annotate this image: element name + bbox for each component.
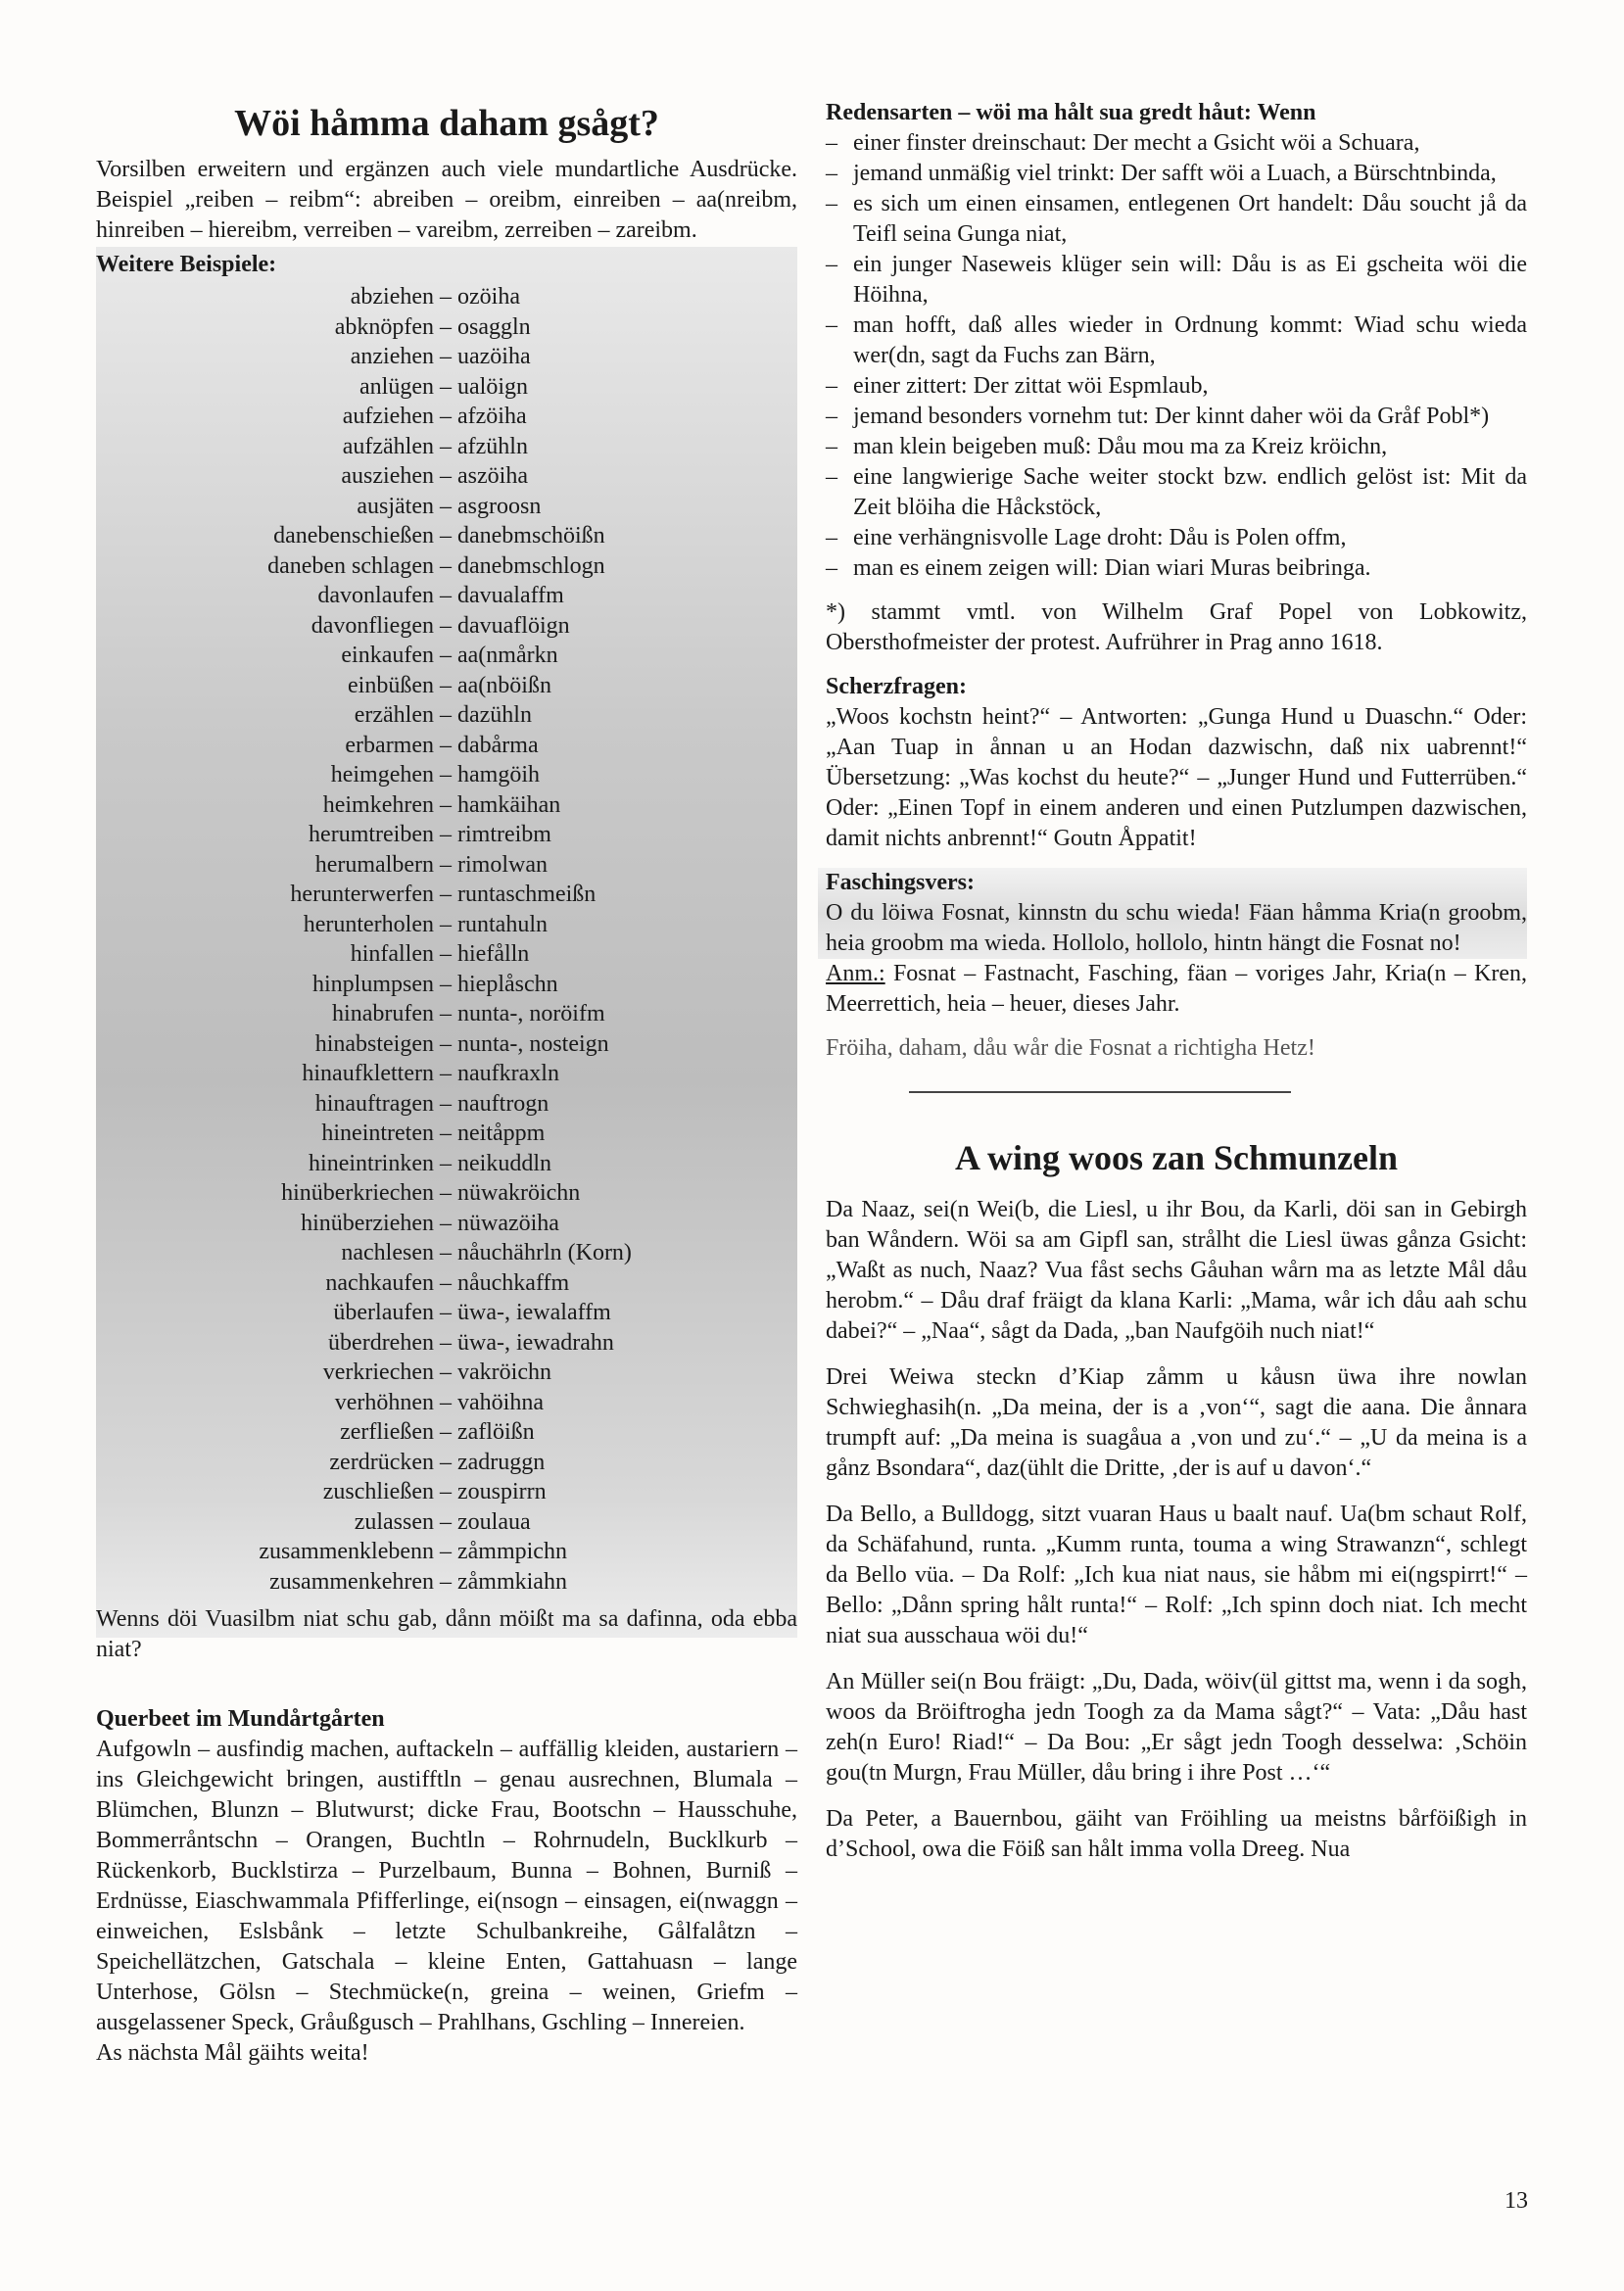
standard-german-word: zerfließen xyxy=(340,1419,434,1445)
dialect-word: – naufkraxln xyxy=(440,1061,559,1086)
dialect-word: – hamgöih xyxy=(440,762,540,788)
redensart-item xyxy=(826,432,1527,462)
dialect-word: – zåmmpichn xyxy=(440,1539,567,1564)
standard-german-word: nachkaufen xyxy=(325,1269,434,1296)
standard-german-word: herunterwerfen xyxy=(290,882,434,907)
standard-german-word: davonlaufen xyxy=(317,583,434,608)
standard-german-word: zusammenklebenn xyxy=(259,1539,434,1564)
dialect-word: – runtaschmeißn xyxy=(440,882,597,907)
querbeet-text: Aufgowln – ausfindig machen, auftackeln – auffällig kleiden, austariern – ins Gleichgewicht bringen, austifftln – genau ausrechnen, Blumala – Blümchen, Blunzn – Blutwurst; dicke Frau, Bootschn – Hausschuhe, Bommerråntschn – Orangen, Buchtln – Rohrnudeln, Bucklkurb – Rückenkorb, Bucklstirza – Purzelbaum, Bunna – Bohnen, Burniß – Erdnüsse, Eiaschwammala Pfifferlinge, ei(nsogn – einsagen, ei(nwaggn – einweichen, Eslsbånk – letzte Schulbankreihe, Gålfalåtzn – Speichellätzchen, Gatschala – kleine Enten, Gattahuasn – lange Unterhose, Gölsn – Stechmücke(n, greina – weinen, Griefm – ausgelassener Speck, Gråußgusch – Prahlhans, Gschling – Innereien. xyxy=(96,1737,797,2035)
dash-marker: – xyxy=(826,434,837,459)
standard-german-word: zulassen xyxy=(354,1508,434,1535)
standard-german-word: daneben schlagen xyxy=(267,552,434,579)
dialect-word: – hieplåschn xyxy=(440,971,558,997)
dialect-word: – neikuddln xyxy=(440,1150,551,1176)
word-pair xyxy=(96,1388,797,1418)
dialect-word: – afzöiha xyxy=(440,404,527,429)
standard-german-word: verhöhnen xyxy=(334,1389,434,1415)
standard-german-word: heimgehen xyxy=(330,762,434,788)
redensart-text: es sich um einen einsamen, entlegenen Ort handelt: Dåu soucht jå da Teifl seina Gunga niat, xyxy=(853,191,1527,247)
word-pair xyxy=(96,282,797,312)
standard-german-word: verkriechen xyxy=(322,1360,434,1385)
word-pair xyxy=(96,700,797,731)
standard-german-word: hinüberziehen xyxy=(301,1210,434,1236)
redensart-text: ein junger Naseweis klüger sein will: Dåu is as Ei gscheita wöi die Höihna, xyxy=(853,252,1527,308)
dialect-word: – danebmschöißn xyxy=(440,523,605,549)
page-number: 13 xyxy=(1505,2188,1528,2214)
standard-german-word: hinabsteigen xyxy=(314,1030,434,1057)
dash-marker: – xyxy=(826,464,837,490)
word-pair xyxy=(96,432,797,462)
dialect-word: – üwa-, iewalaffm xyxy=(440,1300,611,1325)
standard-german-word: abknöpfen xyxy=(334,313,434,340)
standard-german-word: überlaufen xyxy=(333,1300,434,1325)
redensart-text: eine langwierige Sache weiter stockt bzw. endlich gelöst ist: Mit da Zeit blöiha die Håckstöck, xyxy=(853,464,1527,520)
word-pair xyxy=(96,910,797,940)
schmunzeln-title: A wing woos zan Schmunzeln xyxy=(954,1138,1399,1177)
redensarten-heading: Redensarten – wöi ma hålt sua gredt håut: Wenn xyxy=(826,100,1316,125)
standard-german-word: erzählen xyxy=(354,702,434,728)
standard-german-word: hinplumpsen xyxy=(312,971,434,997)
dialect-word: – aszöiha xyxy=(440,463,528,489)
dialect-word: – nunta-, noröifm xyxy=(440,1001,605,1026)
redensart-item xyxy=(826,189,1527,250)
dialect-word: – dabårma xyxy=(440,732,539,758)
annotation-text: Fosnat – Fastnacht, Fasching, fäan – voriges Jahr, Kria(n – Kren, Meerrettich, heia – heuer, dieses Jahr. xyxy=(826,961,1527,1017)
word-pair xyxy=(96,790,797,821)
dialect-word: – zoulaua xyxy=(440,1508,531,1535)
word-pair xyxy=(96,1567,797,1598)
word-pair xyxy=(96,1059,797,1089)
querbeet-end: As nächsta Mål gäihts weita! xyxy=(96,2040,369,2066)
word-pair xyxy=(96,641,797,671)
dialect-word: – vakröichn xyxy=(440,1360,551,1385)
dialect-word: – runtahuln xyxy=(440,911,548,937)
standard-german-word: erbarmen xyxy=(345,732,434,758)
intro-paragraph: Vorsilben erweitern und ergänzen auch viele mundartliche Ausdrücke. Beispiel „reiben – reibm“: abreiben – oreibm, einreiben – aa(nreibm, hinreiben – hiereibm, verreiben – vareibm, zerreiben – zareibm. xyxy=(96,157,797,243)
standard-german-word: überdrehen xyxy=(328,1329,434,1356)
word-pair xyxy=(96,1298,797,1328)
dialect-word: – aa(nmårkn xyxy=(440,643,558,668)
word-pair xyxy=(96,1029,797,1060)
redensart-item xyxy=(826,159,1527,189)
article-title: Wöi håmma daham gsågt? xyxy=(234,103,659,144)
dialect-word: – nüwazöiha xyxy=(440,1210,559,1236)
dialect-word: – nauftrogn xyxy=(440,1090,549,1117)
word-pair xyxy=(96,1238,797,1268)
footnote: *) stammt vmtl. von Wilhelm Graf Popel von Lobkowitz, Obersthofmeister der protest. Aufrührer in Prag anno 1618. xyxy=(826,599,1527,655)
word-pair xyxy=(96,999,797,1029)
dash-marker: – xyxy=(826,191,837,216)
dialect-word: – davualaffm xyxy=(440,583,564,608)
right-column xyxy=(826,98,1527,1881)
word-pair xyxy=(96,342,797,372)
word-pair xyxy=(96,461,797,492)
word-pair xyxy=(96,551,797,582)
standard-german-word: anlügen xyxy=(359,373,434,400)
dash-marker: – xyxy=(826,252,837,277)
redensart-text: man klein beigeben muß: Dåu mou ma za Kreiz kröichn, xyxy=(853,434,1388,459)
after-list-text: Wenns döi Vuasilbm niat schu gab, dånn möißt ma sa dafinna, oda ebba niat? xyxy=(96,1606,797,1662)
standard-german-word: aufziehen xyxy=(342,404,434,429)
joke-paragraph: Da Peter, a Bauernbou, gäiht van Fröihling ua meistns bårföißigh in d’School, owa die Föiß san hålt imma volla Dreeg. Nua xyxy=(826,1806,1527,1862)
standard-german-word: hinabrufen xyxy=(332,1001,434,1026)
word-list xyxy=(96,282,797,1665)
examples-heading: Weitere Beispiele: xyxy=(96,252,277,277)
standard-german-word: nachlesen xyxy=(341,1240,434,1265)
scherzfragen-heading: Scherzfragen: xyxy=(826,674,967,699)
word-pair xyxy=(96,850,797,881)
word-pair xyxy=(96,1507,797,1538)
dialect-word: – afzühln xyxy=(440,433,528,459)
word-pairs xyxy=(96,282,797,1597)
word-pair xyxy=(96,1358,797,1388)
dialect-word: – osaggln xyxy=(440,313,531,340)
standard-german-word: einbüßen xyxy=(348,672,434,698)
word-pair xyxy=(96,1328,797,1359)
standard-german-word: hinfallen xyxy=(350,941,434,967)
word-pair xyxy=(96,1417,797,1448)
dialect-word: – davuaflöign xyxy=(440,612,570,639)
redensart-item xyxy=(826,402,1527,432)
word-pair xyxy=(96,1089,797,1120)
dialect-word: – hamkäihan xyxy=(440,791,561,818)
word-pair xyxy=(96,939,797,970)
redensart-item xyxy=(826,310,1527,371)
word-pair xyxy=(96,581,797,611)
redensart-text: jemand besonders vornehm tut: Der kinnt daher wöi da Gråf Pobl*) xyxy=(853,404,1490,429)
standard-german-word: anziehen xyxy=(350,344,434,369)
annotation xyxy=(826,959,1527,1020)
standard-german-word: aufzählen xyxy=(342,433,434,459)
dialect-word: – nåuchkaffm xyxy=(440,1269,570,1296)
left-column xyxy=(96,98,797,2069)
dialect-word: – nüwakröichn xyxy=(440,1180,581,1206)
standard-german-word: ausziehen xyxy=(341,463,434,489)
stories xyxy=(826,1195,1527,1865)
dialect-word: – nunta-, nosteign xyxy=(440,1030,609,1057)
redensart-text: jemand unmäßig viel trinkt: Der safft wöi a Luach, a Bürschtnbinda, xyxy=(853,161,1497,186)
redensart-text: man es einem zeigen will: Dian wiari Muras beibringa. xyxy=(853,555,1371,581)
word-pair xyxy=(96,492,797,522)
standard-german-word: heimkehren xyxy=(322,791,434,818)
word-pair xyxy=(96,521,797,551)
standard-german-word: herumtreiben xyxy=(309,822,434,847)
standard-german-word: hineintreten xyxy=(321,1121,434,1146)
redensart-item xyxy=(826,128,1527,159)
word-pair xyxy=(96,1209,797,1239)
annotation-label: Anm.: xyxy=(826,961,885,986)
standard-german-word: hinauftragen xyxy=(314,1090,434,1117)
word-pair xyxy=(96,880,797,910)
dash-marker: – xyxy=(826,130,837,156)
divider xyxy=(826,1064,1527,1122)
joke-paragraph: An Müller sei(n Bou fräigt: „Du, Dada, wöiv(ül gittst ma, wenn i da sogh, woos da Bröiftrogha jedn Toogh za da Mama sågt?“ – Vata: „Dåu hast zeh(n Euro! Riad!“ – Da Bou: „Er sågt jedn Toogh desselwa: ‚Schöin gou(tn Murgn, Frau Müller, dåu bring i ihre Post …‘“ xyxy=(826,1669,1527,1786)
word-pair xyxy=(96,402,797,432)
joke-paragraph: Da Bello, a Bulldogg, sitzt vuaran Haus u baalt nauf. Ua(bm schaut Rolf, da Schäfahund, runta. „Kumm runta, touma a wing Strawanzn“, schlegt da Bello vüa. – Da Rolf: „Ich kua niat naus, sie håbm mi ei(ngspirrt!“ – Bello: „Dånn spring hålt runta!“ – Rolf: „Ich spinn doch niat. Ich mecht niat sua ausschaua wöi du!“ xyxy=(826,1502,1527,1648)
dialect-word: – ozöiha xyxy=(440,284,520,310)
redensart-text: einer zittert: Der zittat wöi Espmlaub, xyxy=(853,373,1209,399)
redensart-text: man hofft, daß alles wieder in Ordnung kommt: Wiad schu wieda wer(dn, sagt da Fuchs zan Bärn, xyxy=(853,312,1527,368)
word-pair xyxy=(96,1268,797,1299)
faschingsvers-heading: Faschingsvers: xyxy=(826,870,975,895)
word-pair xyxy=(96,970,797,1000)
word-pair xyxy=(96,1477,797,1507)
dialect-word: – asgroosn xyxy=(440,493,542,519)
dialect-word: – vahöihna xyxy=(440,1389,544,1415)
redensart-item xyxy=(826,371,1527,402)
word-pair xyxy=(96,611,797,642)
standard-german-word: herunterholen xyxy=(303,911,434,937)
standard-german-word: zuschließen xyxy=(322,1479,434,1504)
standard-german-word: herumalbern xyxy=(314,851,434,878)
word-pair xyxy=(96,731,797,761)
standard-german-word: zerdrücken xyxy=(329,1449,434,1475)
standard-german-word: danebenschießen xyxy=(273,523,434,549)
standard-german-word: hinaufklettern xyxy=(302,1061,434,1086)
dash-marker: – xyxy=(826,312,837,338)
standard-german-word: zusammenkehren xyxy=(269,1568,434,1595)
dialect-word: – rimtreibm xyxy=(440,822,551,847)
dash-marker: – xyxy=(826,404,837,429)
querbeet-heading: Querbeet im Mundårtgårten xyxy=(96,1706,385,1732)
dialect-word: – zåmmkiahn xyxy=(440,1568,567,1595)
word-pair xyxy=(96,312,797,343)
dialect-word: – aa(nböißn xyxy=(440,672,551,698)
redensart-item xyxy=(826,250,1527,310)
dialect-word: – ualöign xyxy=(440,373,528,400)
divider-line-2 xyxy=(1012,1091,1291,1093)
word-pair xyxy=(96,1448,797,1478)
after-list-sentence xyxy=(96,1604,797,1665)
dialect-word: – zaflöißn xyxy=(440,1419,535,1445)
scherzfragen-text: „Woos kochstn heint?“ – Antworten: „Gunga Hund u Duaschn.“ Oder: „Aan Tuap in ånnan u an Hodan dazwischn, daß nix uabrennt!“ Übersetzung: „Was kochst du heute?“ – „Junger Hund und Futterrüben.“ Oder: „Einen Topf in einem anderen und einen Putzlumpen dazwischen, damit nichts anbrennt!“ Goutn Åppatit! xyxy=(826,704,1527,851)
dash-marker: – xyxy=(826,555,837,581)
word-pair xyxy=(96,1119,797,1149)
dialect-word: – zadruggn xyxy=(440,1449,546,1475)
faschings-closing: Fröiha, daham, dåu wår die Fosnat a richtigha Hetz! xyxy=(826,1035,1315,1061)
word-pair xyxy=(96,1537,797,1567)
dialect-word: – danebmschlogn xyxy=(440,552,605,579)
dialect-word: – üwa-, iewadrahn xyxy=(440,1329,614,1356)
redensart-text: eine verhängnisvolle Lage droht: Dåu is Polen offm, xyxy=(853,525,1347,550)
dash-marker: – xyxy=(826,373,837,399)
dialect-word: – hiefålln xyxy=(440,941,530,967)
word-pair xyxy=(96,671,797,701)
dialect-word: – uazöiha xyxy=(440,344,531,369)
faschingsvers-block xyxy=(818,868,1527,959)
word-pair xyxy=(96,1149,797,1179)
dialect-word: – zouspirrn xyxy=(440,1479,547,1504)
redensarten-list xyxy=(826,128,1527,584)
dialect-word: – nåuchährln (Korn) xyxy=(440,1240,632,1265)
dialect-word: – dazühln xyxy=(440,702,532,728)
standard-german-word: einkaufen xyxy=(341,643,434,668)
word-pair xyxy=(96,372,797,403)
joke-paragraph: Da Naaz, sei(n Wei(b, die Liesl, u ihr Bou, da Karli, döi san in Gebirgh ban Wåndern. Wöi sa am Gipfl san, strålht die Liesl üwas gånza Gsicht: „Waßt as nuch, Naaz? Vua fåst sechs Gåuhan wårn ma as letzte Mål dåu herobm.“ – Dåu draf fräigt da klana Karli: „Mama, wår ich dåu aah schu dabei?“ – „Naa“, sågt da Dada, „ban Naufgöih nuch niat!“ xyxy=(826,1197,1527,1344)
standard-german-word: hineintrinken xyxy=(309,1150,434,1176)
dash-marker: – xyxy=(826,525,837,550)
standard-german-word: hinüberkriechen xyxy=(281,1180,434,1206)
redensart-item xyxy=(826,523,1527,553)
word-pair xyxy=(96,760,797,790)
word-pair xyxy=(96,1178,797,1209)
joke-paragraph: Drei Weiwa steckn d’Kiap zåmm u kåusn üwa ihre nowlan Schwieghasih(n. „Da meina, der is a ‚von‘“, sagt die aana. Die ånnara trumpft auf: „Da meina is suagåua a ‚von und zu‘.“ – „U da meina is a gånz Bsondara“, daz(ühlt die Dritte, ‚der is auf u davon‘.“ xyxy=(826,1364,1527,1481)
dash-marker: – xyxy=(826,161,837,186)
dialect-word: – neitåppm xyxy=(440,1121,546,1146)
redensart-item xyxy=(826,462,1527,523)
standard-german-word: ausjäten xyxy=(357,493,434,519)
redensart-text: einer finster dreinschaut: Der mecht a Gsicht wöi a Schuara, xyxy=(853,130,1420,156)
standard-german-word: abziehen xyxy=(350,284,434,310)
faschingsvers-text: O du löiwa Fosnat, kinnstn du schu wieda! Fäan håmma Kria(n groobm, heia groobm ma wieda. Hollolo, hollolo, hintn hängt die Fosnat no! xyxy=(826,900,1527,956)
dialect-word: – rimolwan xyxy=(440,851,548,878)
redensart-item xyxy=(826,553,1527,584)
word-pair xyxy=(96,820,797,850)
standard-german-word: davonfliegen xyxy=(310,612,434,639)
